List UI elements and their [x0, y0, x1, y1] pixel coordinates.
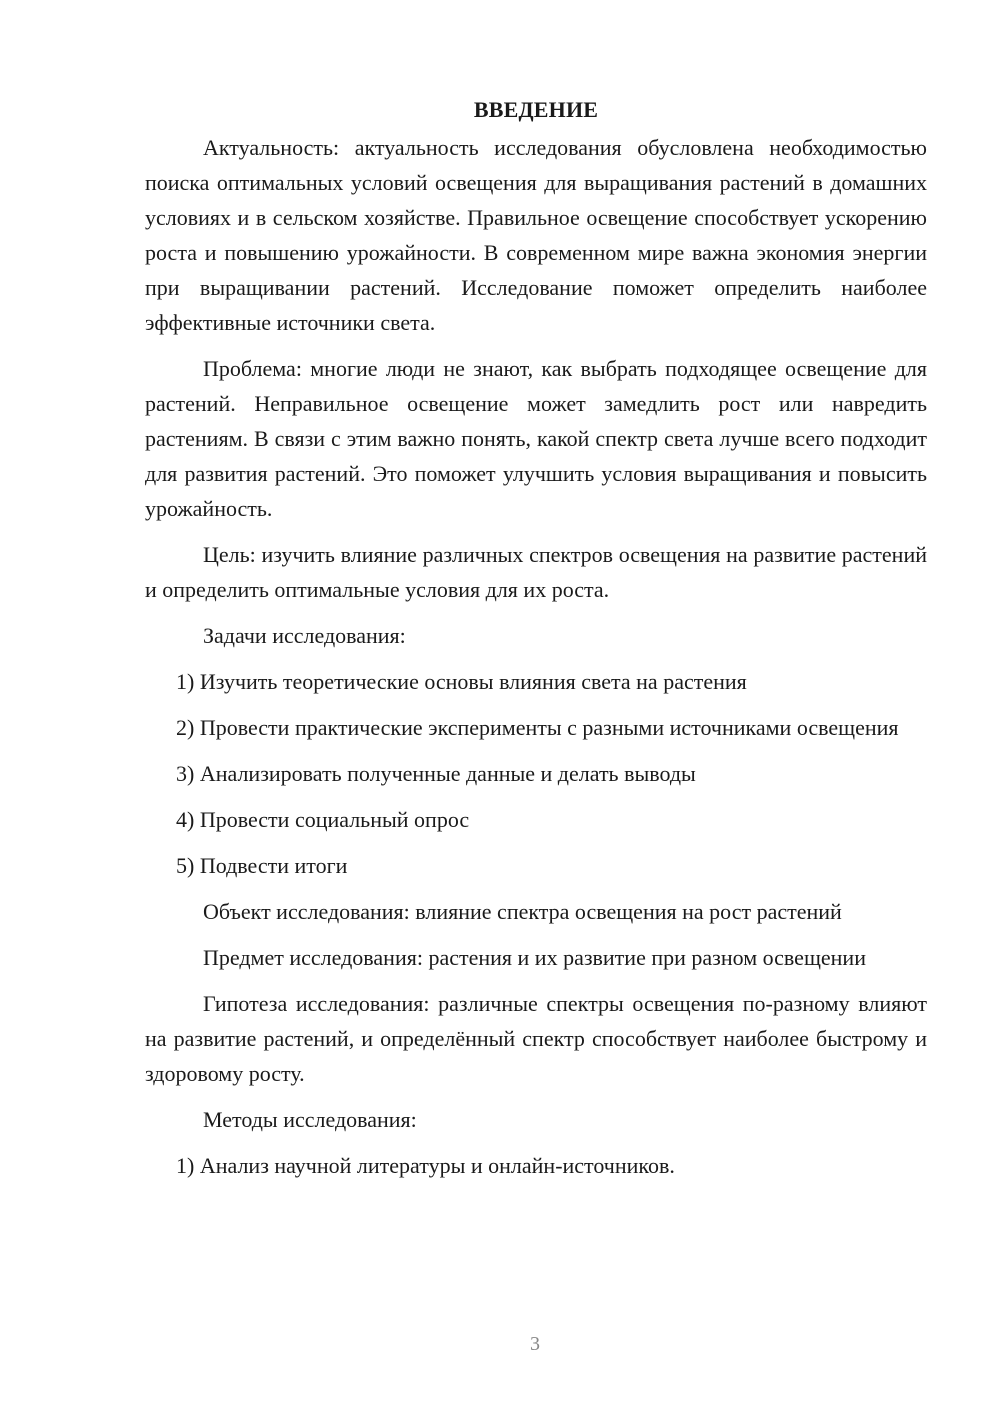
method-item-1: 1) Анализ научной литературы и онлайн-источников.	[176, 1153, 675, 1178]
task-item-4: 4) Провести социальный опрос	[176, 807, 470, 832]
task-item-1: 1) Изучить теоретические основы влияния света на растения	[176, 669, 747, 694]
tasks-heading: Задачи исследования:	[203, 623, 406, 648]
problem-paragraph: Проблема: многие люди не знают, как выбрать подходящее освещение для растений. Неправильное освещение может замедлить рост или навредить растениям. В связи с этим важно понять, какой спектр света лучше всего подходит для развития растений. Это поможет улучшить условия выращивания и повысить урожайность.	[145, 356, 927, 521]
hypothesis-paragraph: Гипотеза исследования: различные спектры освещения по-разному влияют на развитие растений, и определённый спектр способствует наиболее быстрому и здоровому росту.	[145, 991, 927, 1086]
document-title: ВВЕДЕНИЕ	[473, 97, 599, 122]
task-item-3: 3) Анализировать полученные данные и делать выводы	[176, 761, 696, 786]
document-page	[145, 92, 927, 1194]
methods-heading: Методы исследования:	[203, 1107, 417, 1132]
relevance-paragraph: Актуальность: актуальность исследования обусловлена необходимостью поиска оптимальных условий освещения для выращивания растений в домашних условиях и в сельском хозяйстве. Правильное освещение способствует ускорению роста и повышению урожайности. В современном мире важна экономия энергии при выращивании растений. Исследование поможет определить наиболее эффективные источники света.	[145, 135, 927, 335]
task-item-2: 2) Провести практические эксперименты с разными источниками освещения	[176, 715, 899, 740]
page-number: 3	[530, 1333, 540, 1355]
object-paragraph: Объект исследования: влияние спектра освещения на рост растений	[203, 899, 842, 924]
subject-paragraph: Предмет исследования: растения и их развитие при разном освещении	[203, 945, 866, 970]
task-item-5: 5) Подвести итоги	[176, 853, 348, 878]
goal-paragraph: Цель: изучить влияние различных спектров освещения на развитие растений и определить оптимальные условия для их роста.	[145, 542, 927, 602]
